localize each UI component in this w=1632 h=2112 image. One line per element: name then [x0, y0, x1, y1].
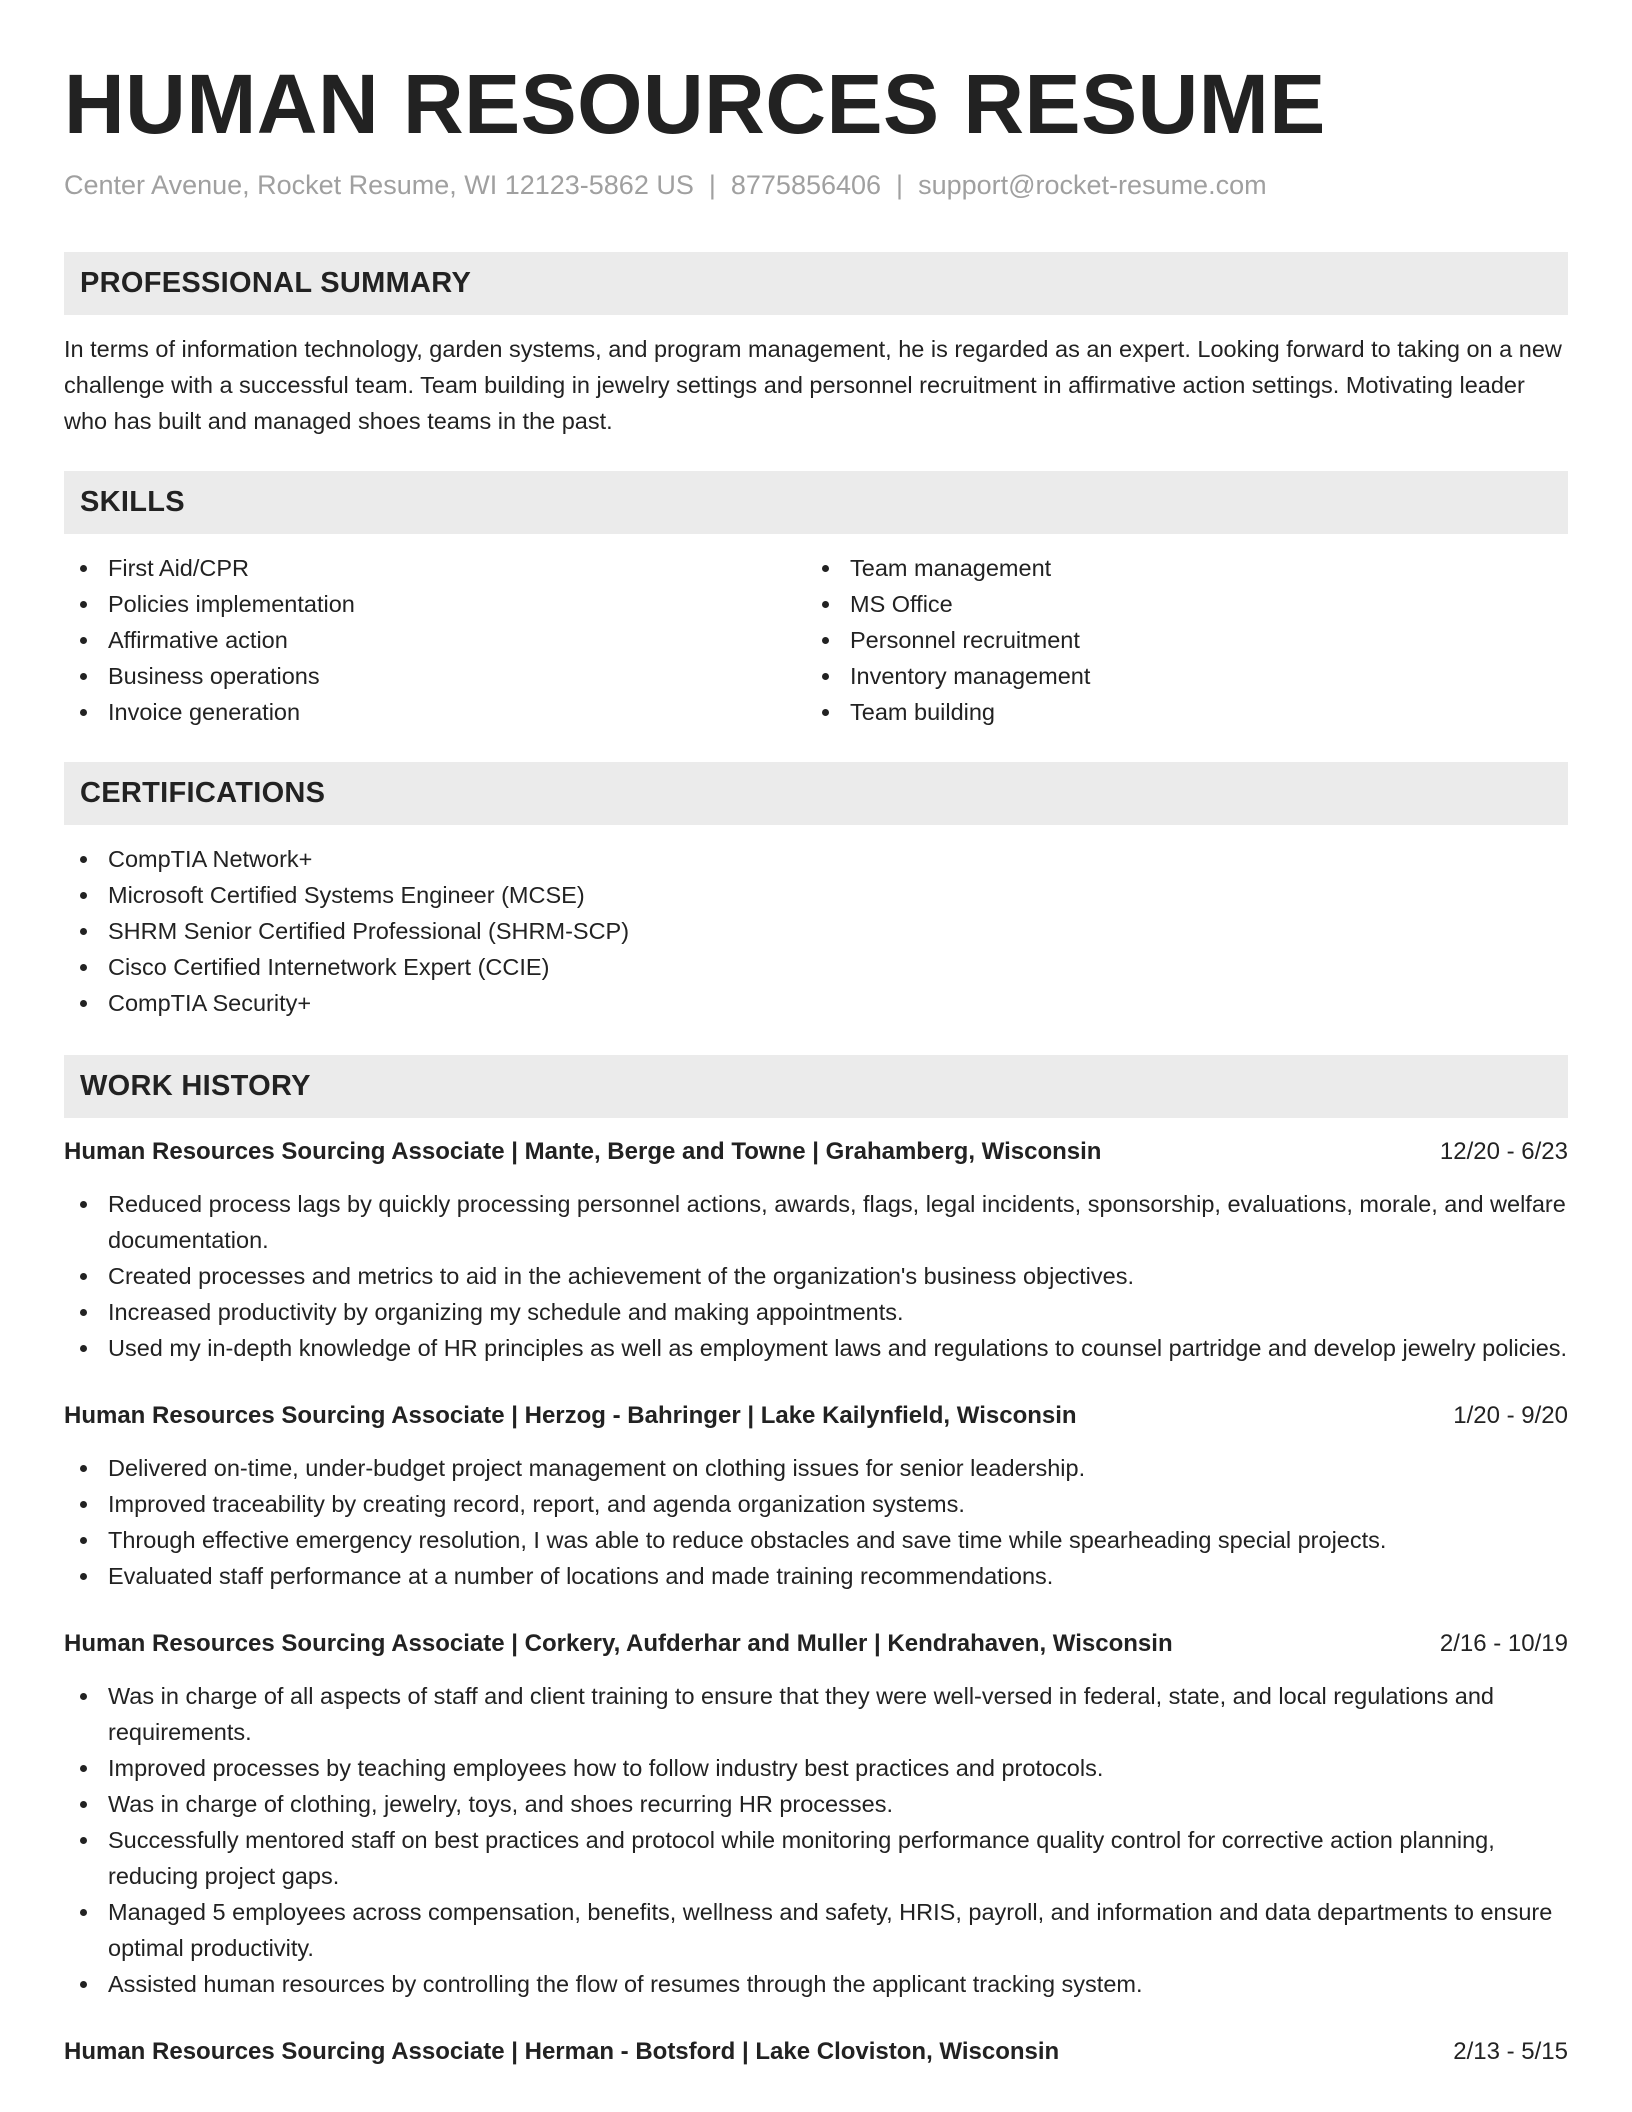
skill-item: Inventory management: [806, 658, 1548, 694]
skill-item: Team management: [806, 550, 1548, 586]
job-bullet: Assisted human resources by controlling the flow of resumes through the applicant tracking system.: [64, 1966, 1568, 2002]
job-bullet: Delivered on-time, under-budget project management on clothing issues for senior leadership.: [64, 1450, 1568, 1486]
job-bullet: Evaluated staff performance at a number of locations and made training recommendations.: [64, 1558, 1568, 1594]
skill-item: Policies implementation: [64, 586, 806, 622]
job-entry: [64, 1398, 1568, 1594]
job-header: [64, 2034, 1568, 2070]
job-bullet: Through effective emergency resolution, I was able to reduce obstacles and save time while spearheading special projects.: [64, 1522, 1568, 1558]
skill-item: Team building: [806, 694, 1548, 730]
summary-text: In terms of information technology, garden systems, and program management, he is regarded as an expert. Looking forward to taking on a new challenge with a successful team. Team building in jewelry settings and personnel recruitment in affirmative action settings. Motivating leader who has built and managed shoes teams in the past.: [64, 336, 1562, 434]
job-title: Human Resources Sourcing Associate | Corkery, Aufderhar and Muller | Kendrahaven, Wisconsin: [64, 1630, 1173, 1657]
job-dates: 2/13 - 5/15: [1453, 2038, 1568, 2065]
job-bullet: Improved traceability by creating record, report, and agenda organization systems.: [64, 1486, 1568, 1522]
job-header: [64, 1626, 1568, 1662]
skill-item: Affirmative action: [64, 622, 806, 658]
job-bullet: Increased productivity by organizing my schedule and making appointments.: [64, 1294, 1568, 1330]
contact-phone: 8775856406: [730, 170, 882, 200]
certifications-list: [64, 841, 1568, 1021]
job-title: Human Resources Sourcing Associate | Herzog - Bahringer | Lake Kailynfield, Wisconsin: [64, 1402, 1077, 1429]
section-heading: PROFESSIONAL SUMMARY: [64, 252, 1568, 315]
job-title: Human Resources Sourcing Associate | Herman - Botsford | Lake Cloviston, Wisconsin: [64, 2038, 1060, 2065]
skill-item: Invoice generation: [64, 694, 806, 730]
skill-item: Business operations: [64, 658, 806, 694]
professional-summary-section: [64, 252, 1568, 439]
job-header: [64, 1398, 1568, 1434]
job-dates: 2/16 - 10/19: [1439, 1630, 1568, 1657]
job-bullets: [64, 1678, 1568, 2002]
job-entry: [64, 2034, 1568, 2070]
work-history-section: [64, 1055, 1568, 2070]
certifications-section: [64, 762, 1568, 1021]
job-bullet: Created processes and metrics to aid in the achievement of the organization's business objectives.: [64, 1258, 1568, 1294]
job-entry: [64, 1626, 1568, 2002]
contact-separator: |: [896, 170, 904, 200]
skill-item: First Aid/CPR: [64, 550, 806, 586]
job-header: [64, 1134, 1568, 1170]
certification-item: CompTIA Network+: [64, 841, 1568, 877]
contact-email: support@rocket-resume.com: [918, 170, 1267, 200]
job-bullets: [64, 1450, 1568, 1594]
job-bullet: Used my in-depth knowledge of HR principles as well as employment laws and regulations to counsel partridge and develop jewelry policies.: [64, 1330, 1568, 1366]
job-dates: 1/20 - 9/20: [1453, 1402, 1568, 1429]
skill-item: Personnel recruitment: [806, 622, 1548, 658]
skills-list-right: [806, 550, 1548, 730]
job-bullet: Was in charge of clothing, jewelry, toys, and shoes recurring HR processes.: [64, 1786, 1568, 1822]
resume-title: HUMAN RESOURCES RESUME: [64, 57, 1326, 151]
contact-address: Center Avenue, Rocket Resume, WI 12123-5862 US: [64, 170, 694, 200]
job-entry: [64, 1134, 1568, 1366]
certification-item: Cisco Certified Internetwork Expert (CCIE): [64, 949, 1568, 985]
skills-section: [64, 471, 1568, 730]
contact-line: [64, 168, 1568, 202]
skills-columns: [64, 534, 1568, 730]
job-bullet: Managed 5 employees across compensation, benefits, wellness and safety, HRIS, payroll, and information and data departments to ensure optimal productivity.: [64, 1894, 1568, 1966]
section-heading: SKILLS: [64, 471, 1568, 534]
skills-list-left: [64, 550, 806, 730]
job-bullet: Reduced process lags by quickly processing personnel actions, awards, flags, legal incidents, sponsorship, evaluations, morale, and welfare documentation.: [64, 1186, 1568, 1258]
job-bullet: Improved processes by teaching employees how to follow industry best practices and protocols.: [64, 1750, 1568, 1786]
resume-page: [64, 0, 1568, 2070]
certification-item: CompTIA Security+: [64, 985, 1568, 1021]
certification-item: SHRM Senior Certified Professional (SHRM-SCP): [64, 913, 1568, 949]
section-heading: CERTIFICATIONS: [64, 762, 1568, 825]
contact-separator: |: [708, 170, 716, 200]
job-dates: 12/20 - 6/23: [1439, 1138, 1568, 1165]
job-bullet: Successfully mentored staff on best practices and protocol while monitoring performance quality control for corrective action planning, reducing project gaps.: [64, 1822, 1568, 1894]
job-bullet: Was in charge of all aspects of staff and client training to ensure that they were well-versed in federal, state, and local regulations and requirements.: [64, 1678, 1568, 1750]
job-title: Human Resources Sourcing Associate | Mante, Berge and Towne | Grahamberg, Wisconsin: [64, 1138, 1102, 1165]
job-bullets: [64, 1186, 1568, 1366]
skill-item: MS Office: [806, 586, 1548, 622]
certification-item: Microsoft Certified Systems Engineer (MCSE): [64, 877, 1568, 913]
section-heading: WORK HISTORY: [64, 1055, 1568, 1118]
